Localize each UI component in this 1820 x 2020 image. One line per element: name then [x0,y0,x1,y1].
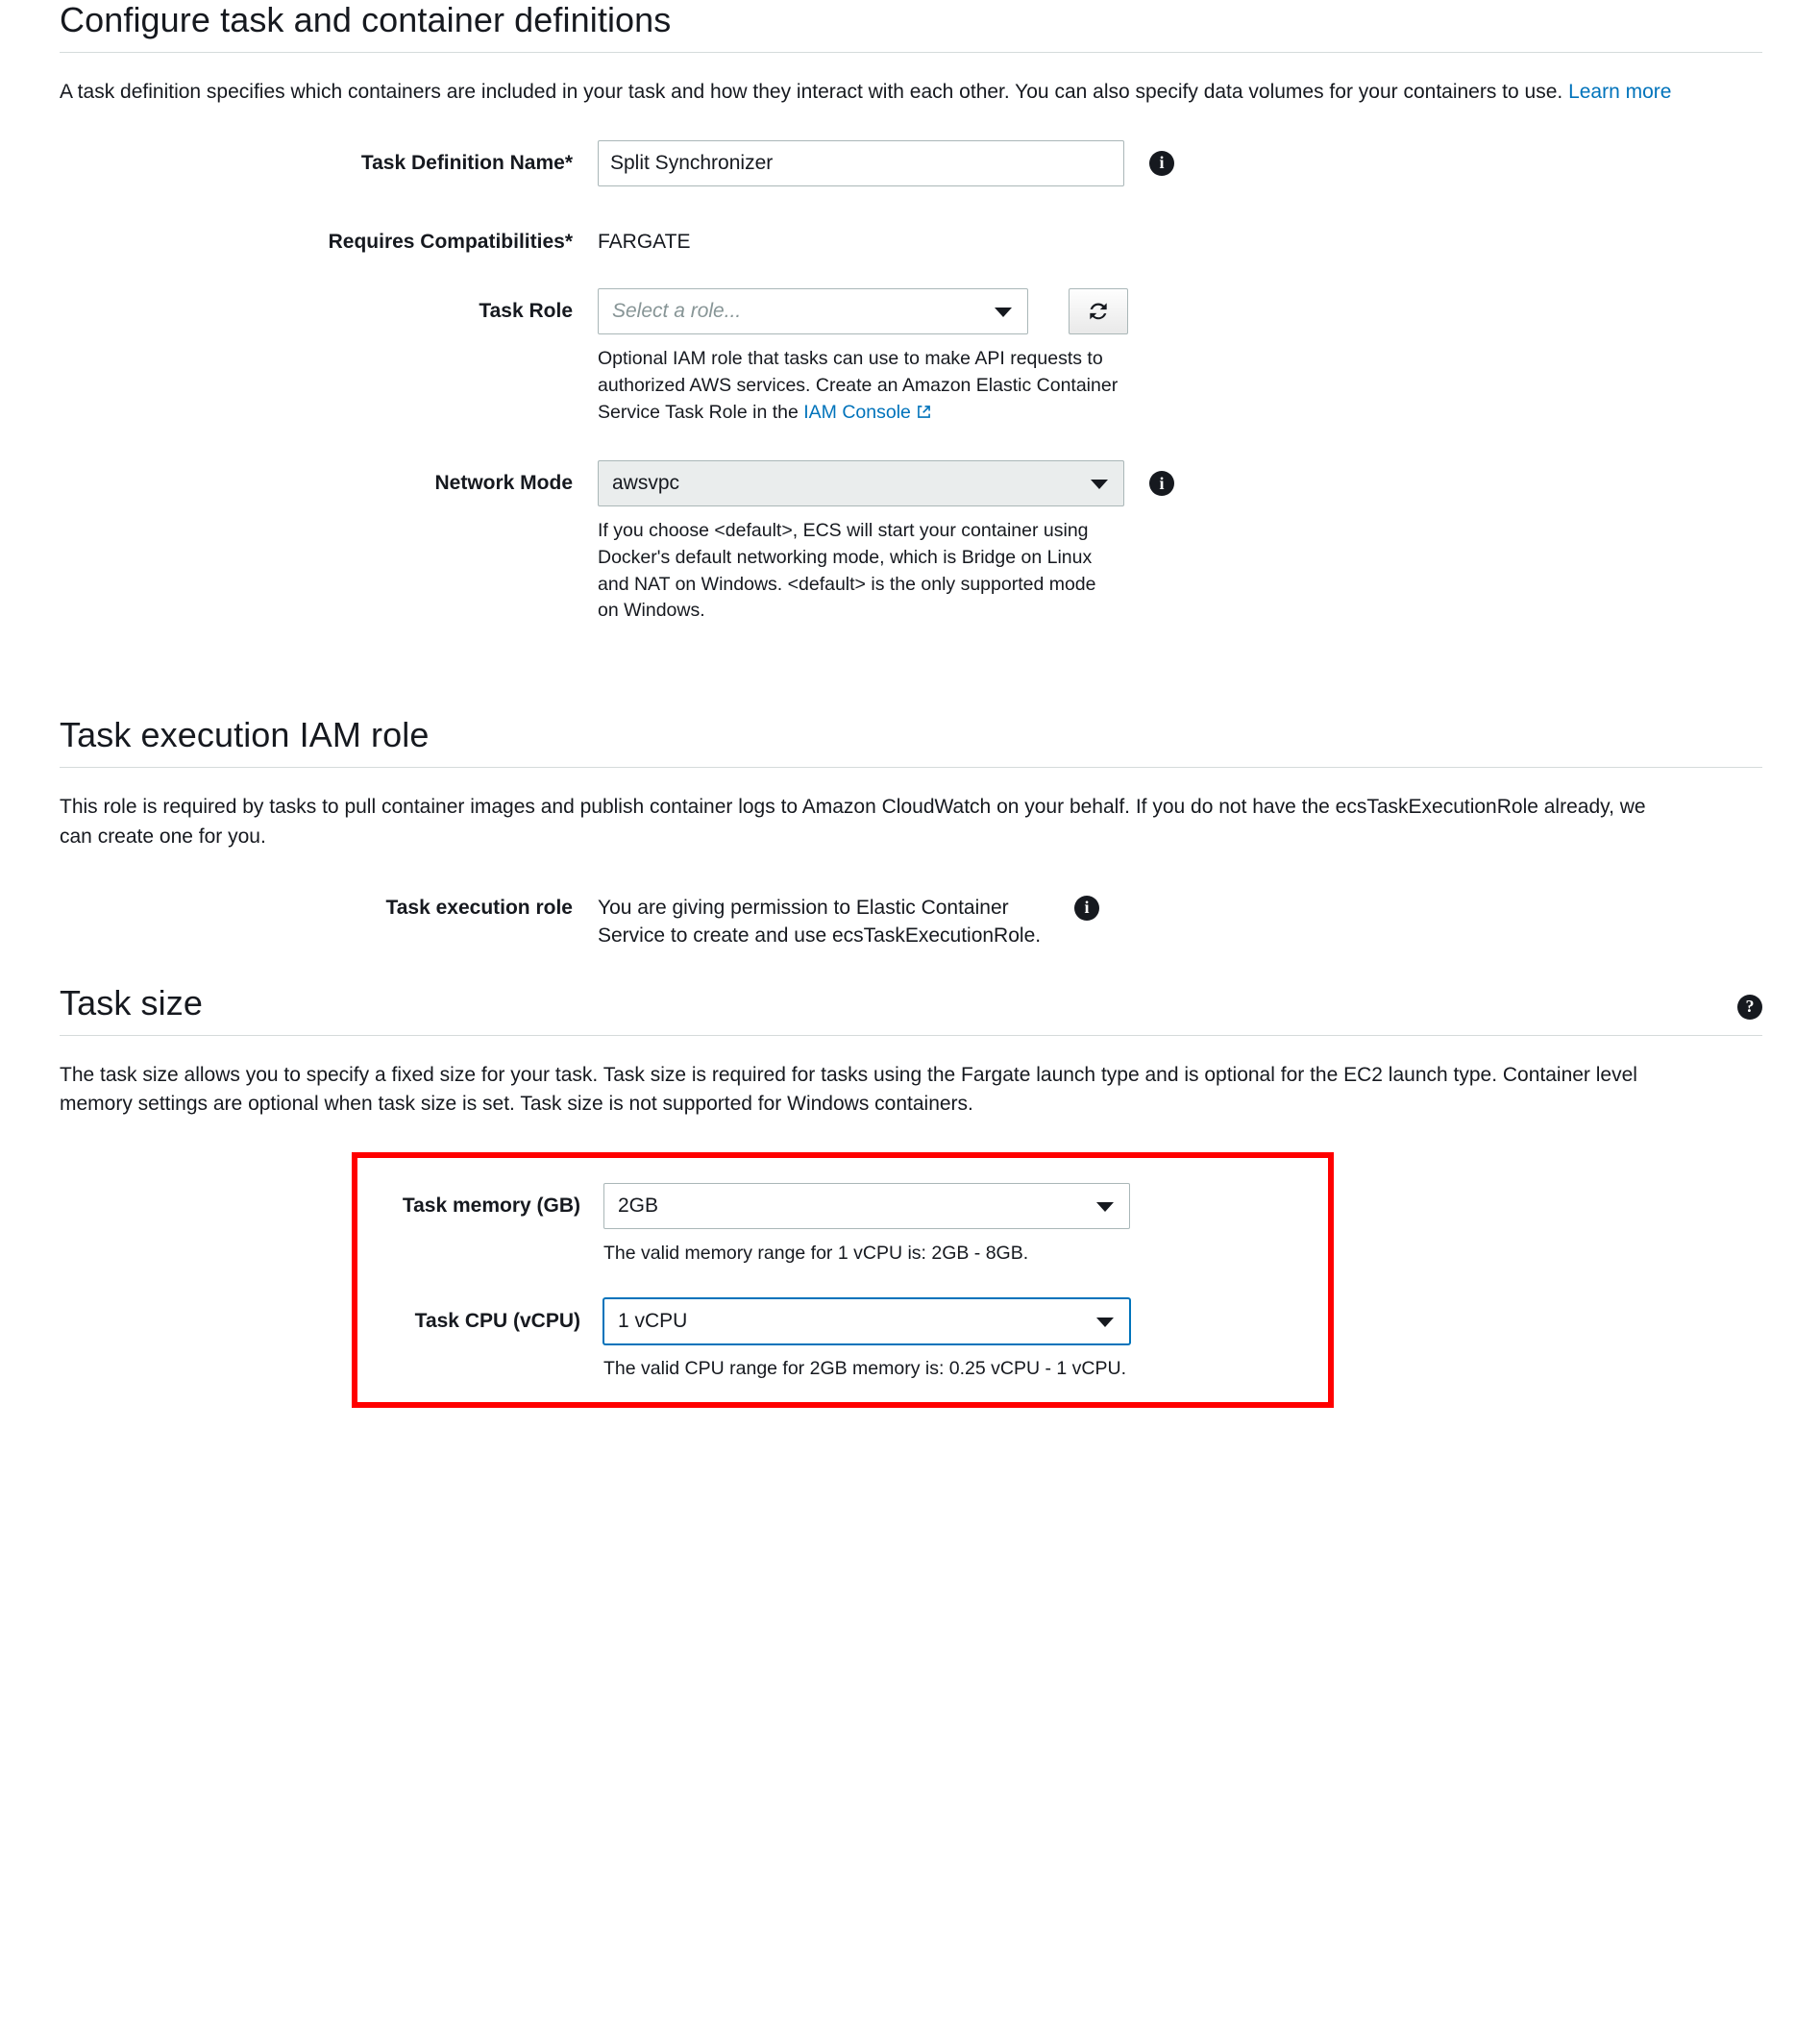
task-definition-name-label: Task Definition Name* [360,151,573,174]
network-mode-selected-value: awsvpc [612,472,680,495]
chevron-down-icon [1091,480,1108,489]
task-cpu-label: Task CPU (vCPU) [414,1309,580,1332]
task-execution-role-section-header [60,715,1762,768]
network-mode-select[interactable] [598,460,1124,506]
task-cpu-select[interactable] [603,1298,1130,1344]
network-mode-hint: If you choose <default>, ECS will start your container using Docker's default networking mode, which is Bridge on Linux and NAT on Windows. <default> is the only supported mode on Windows. [598,520,1096,622]
help-icon[interactable]: ? [1737,995,1762,1020]
task-memory-select[interactable] [603,1183,1130,1229]
info-icon[interactable]: i [1074,896,1099,921]
task-execution-role-row [60,885,1762,950]
task-memory-row [357,1183,1328,1268]
info-icon[interactable]: i [1149,151,1174,176]
chevron-down-icon [1096,1318,1114,1327]
task-execution-role-value: You are giving permission to Elastic Container Service to create and use ecsTaskExecutionRole. [598,896,1042,948]
configure-task-description [60,78,1684,108]
chevron-down-icon [1096,1202,1114,1212]
task-size-description: The task size allows you to specify a fixed size for your task. Task size is required for tasks using the Fargate launch type and is optional for the EC2 launch type. Container level memory settings are optional when task size is set. Task size is not supported for Windows containers. [60,1063,1637,1116]
learn-more-link[interactable]: Learn more [1568,81,1672,103]
info-icon[interactable]: i [1149,471,1174,496]
task-role-label: Task Role [479,300,573,323]
task-role-selected-value: Select a role... [612,300,742,323]
task-role-row [60,288,1762,428]
network-mode-row [60,460,1762,625]
task-memory-selected-value: 2GB [618,1195,659,1218]
task-definition-name-input[interactable] [598,140,1124,186]
refresh-button[interactable] [1069,288,1128,334]
requires-compatibilities-label: Requires Compatibilities* [328,230,573,253]
task-cpu-hint: The valid CPU range for 2GB memory is: 0.25 vCPU - 1 vCPU. [603,1357,1127,1379]
task-cpu-selected-value: 1 vCPU [618,1309,688,1332]
configure-task-description-text: A task definition specifies which containers are included in your task and how they interact with each other. You can also specify data volumes for your containers to use. [60,81,1569,103]
requires-compatibilities-value: FARGATE [598,230,691,253]
task-role-select[interactable] [598,288,1028,334]
iam-console-link-label: IAM Console [803,401,911,423]
task-size-title: Task size [60,982,203,1022]
task-role-hint [598,346,1121,428]
task-size-section-header [60,983,1762,1036]
task-execution-role-label: Task execution role [385,896,573,919]
iam-console-link[interactable] [803,402,932,423]
task-role-hint-text: Optional IAM role that tasks can use to make API requests to authorized AWS services. Create an Amazon Elastic Container Service Task Role in the [598,348,1119,423]
task-size-highlight-region [352,1152,1334,1407]
task-memory-hint: The valid memory range for 1 vCPU is: 2GB - 8GB. [603,1243,1029,1265]
task-memory-label: Task memory (GB) [402,1195,580,1218]
task-execution-role-description: This role is required by tasks to pull container images and publish container logs to Amazon CloudWatch on your behalf. If you do not have the ecsTaskExecutionRole already, we can create one for you. [60,796,1646,848]
configure-task-section-header [60,0,1762,53]
chevron-down-icon [995,308,1012,317]
requires-compatibilities-row [60,219,1762,256]
task-cpu-row [357,1298,1328,1383]
page-title: Configure task and container definitions [60,0,672,39]
refresh-icon [1086,299,1111,324]
external-link-icon [916,402,932,429]
network-mode-label: Network Mode [434,472,573,495]
task-execution-role-title: Task execution IAM role [60,715,430,755]
task-definition-name-row [60,140,1762,186]
